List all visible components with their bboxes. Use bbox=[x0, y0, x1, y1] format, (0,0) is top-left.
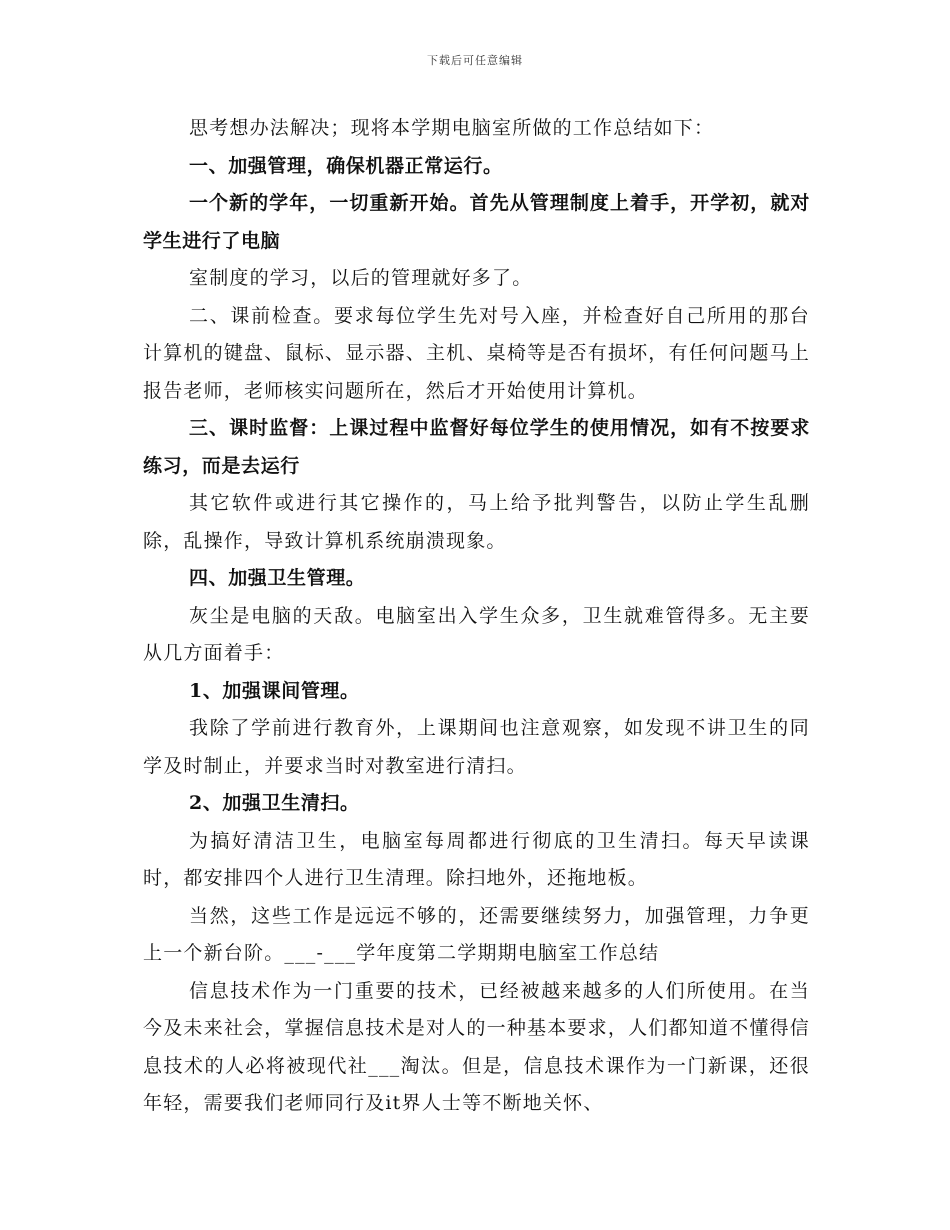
paragraph-information-technology: 信息技术作为一门重要的技术，已经被越来越多的人们所使用。在当今及未来社会，掌握信息技术是对人的一种基本要求，人们都知道不懂得信息技术的人必将被现代社___淘汰。但是，信息技术课作为一门新课，还很年轻，需要我们老师同行及it界人士等不断地关怀、 bbox=[143, 979, 810, 1114]
heading-strengthen-management: 一、加强管理，确保机器正常运行。 bbox=[189, 154, 503, 177]
heading-break-management: 1、加强课间管理。 bbox=[189, 679, 360, 702]
heading-hygiene-cleaning: 2、加强卫生清扫。 bbox=[189, 792, 360, 814]
paragraph-new-school-year: 一个新的学年，一切重新开始。首先从管理制度上着手，开学初，就对学生进行了电脑 bbox=[143, 192, 810, 252]
paragraph-cleaning: 为搞好清洁卫生，电脑室每周都进行彻底的卫生清扫。每天早读课时，都安排四个人进行卫生清理。除扫地外，还拖地板。 bbox=[143, 829, 810, 889]
paragraph-education: 我除了学前进行教育外，上课期间也注意观察，如发现不讲卫生的同学及时制止，并要求当时对教室进行清扫。 bbox=[143, 717, 810, 777]
paragraph-conclusion: 当然，这些工作是远远不够的，还需要继续努力，加强管理，力争更上一个新台阶。___-___学年度第二学期期电脑室工作总结 bbox=[143, 904, 810, 964]
heading-hygiene-management: 四、加强卫生管理。 bbox=[189, 567, 366, 589]
paragraph-room-rules: 室制度的学习，以后的管理就好多了。 bbox=[189, 267, 533, 289]
paragraph-other-software: 其它软件或进行其它操作的，马上给予批判警告，以防止学生乱删除，乱操作，导致计算机系统崩溃现象。 bbox=[143, 492, 810, 552]
paragraph-intro: 思考想办法解决；现将本学期电脑室所做的工作总结如下： bbox=[189, 117, 715, 139]
paragraph-dust: 灰尘是电脑的天敌。电脑室出入学生众多，卫生就难管得多。无主要从几方面着手： bbox=[143, 604, 810, 664]
paragraph-class-supervision: 三、课时监督：上课过程中监督好每位学生的使用情况，如有不按要求练习，而是去运行 bbox=[143, 417, 810, 477]
document-body bbox=[143, 110, 810, 1123]
page-header: 下载后可任意编辑 bbox=[427, 54, 523, 67]
paragraph-pre-class-check: 二、课前检查。要求每位学生先对号入座，并检查好自己所用的那台计算机的键盘、鼠标、显示器、主机、桌椅等是否有损坏，有任何问题马上报告老师，老师核实问题所在，然后才开始使用计算机。 bbox=[143, 304, 810, 402]
